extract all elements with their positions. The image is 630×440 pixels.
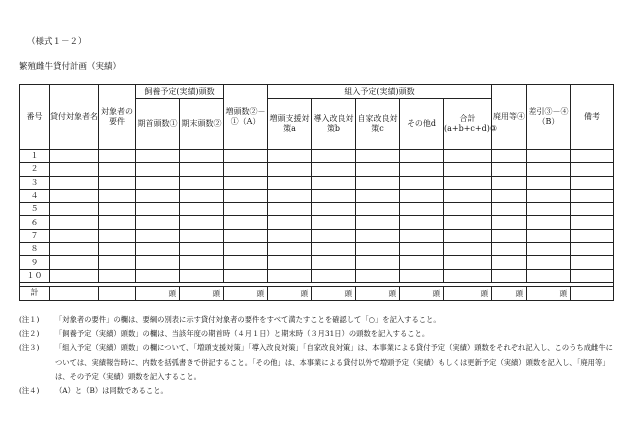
entry-cell[interactable] bbox=[356, 189, 400, 202]
entry-cell[interactable] bbox=[444, 216, 492, 229]
entry-cell[interactable] bbox=[492, 229, 527, 242]
entry-cell[interactable] bbox=[444, 229, 492, 242]
entry-cell[interactable] bbox=[356, 176, 400, 189]
entry-cell[interactable] bbox=[50, 176, 99, 189]
entry-cell[interactable] bbox=[99, 163, 136, 176]
entry-cell[interactable] bbox=[492, 203, 527, 216]
row-number: ２ bbox=[20, 163, 50, 176]
entry-cell[interactable] bbox=[312, 163, 356, 176]
entry-cell[interactable] bbox=[356, 256, 400, 269]
entry-cell[interactable] bbox=[136, 203, 180, 216]
total-unit-cell: 頭 bbox=[180, 286, 224, 300]
entry-cell[interactable] bbox=[50, 269, 99, 282]
entry-cell[interactable] bbox=[136, 269, 180, 282]
entry-cell[interactable] bbox=[492, 163, 527, 176]
entry-cell[interactable] bbox=[444, 163, 492, 176]
entry-cell[interactable] bbox=[268, 189, 312, 202]
total-unit-cell: 頭 bbox=[527, 286, 571, 300]
entry-cell[interactable] bbox=[312, 269, 356, 282]
entry-cell[interactable] bbox=[180, 216, 224, 229]
row-number: １０ bbox=[20, 269, 50, 282]
entry-cell[interactable] bbox=[50, 243, 99, 256]
entry-cell[interactable] bbox=[400, 216, 444, 229]
total-unit-cell: 頭 bbox=[224, 286, 268, 300]
entry-cell[interactable] bbox=[527, 229, 571, 242]
entry-cell[interactable] bbox=[571, 216, 614, 229]
entry-cell[interactable] bbox=[571, 229, 614, 242]
entry-cell[interactable] bbox=[50, 189, 99, 202]
entry-cell[interactable] bbox=[492, 256, 527, 269]
total-unit-cell: 頭 bbox=[312, 286, 356, 300]
entry-cell[interactable] bbox=[180, 269, 224, 282]
entry-cell[interactable] bbox=[180, 150, 224, 163]
header-lessee: 貸付対象者名 bbox=[50, 85, 99, 150]
row-number: ５ bbox=[20, 203, 50, 216]
entry-cell[interactable] bbox=[99, 256, 136, 269]
entry-cell[interactable] bbox=[268, 150, 312, 163]
entry-cell[interactable] bbox=[400, 203, 444, 216]
entry-cell[interactable] bbox=[136, 256, 180, 269]
entry-cell[interactable] bbox=[136, 216, 180, 229]
entry-cell[interactable] bbox=[492, 269, 527, 282]
header-self-improve: 自家改良対策c bbox=[356, 99, 400, 150]
header-introduction-group: 組入予定(実績)頭数 bbox=[268, 85, 492, 99]
entry-cell[interactable] bbox=[224, 176, 268, 189]
entry-cell[interactable] bbox=[224, 163, 268, 176]
total-label: 計 bbox=[20, 286, 50, 300]
note-item bbox=[19, 313, 619, 327]
entry-cell[interactable] bbox=[224, 256, 268, 269]
note-item bbox=[19, 341, 619, 384]
entry-cell[interactable] bbox=[492, 189, 527, 202]
header-difference: 差引③－④（B） bbox=[527, 85, 571, 150]
entry-cell[interactable] bbox=[180, 243, 224, 256]
entry-cell[interactable] bbox=[224, 216, 268, 229]
entry-cell[interactable] bbox=[571, 163, 614, 176]
entry-cell[interactable] bbox=[136, 243, 180, 256]
entry-cell[interactable] bbox=[136, 176, 180, 189]
table-row bbox=[20, 256, 614, 269]
table-row bbox=[20, 203, 614, 216]
entry-cell[interactable] bbox=[312, 150, 356, 163]
entry-cell[interactable] bbox=[444, 189, 492, 202]
total-cell-requirement bbox=[99, 286, 136, 300]
entry-cell[interactable] bbox=[180, 256, 224, 269]
entry-cell[interactable] bbox=[224, 150, 268, 163]
header-increase: 増頭数②－①（A） bbox=[224, 85, 268, 150]
entry-cell[interactable] bbox=[400, 176, 444, 189]
entry-cell[interactable] bbox=[400, 229, 444, 242]
entry-cell[interactable] bbox=[180, 229, 224, 242]
header-disposal: 廃用等④ bbox=[492, 85, 527, 150]
total-row bbox=[20, 286, 614, 300]
header-period-end: 期末頭数② bbox=[180, 99, 224, 150]
entry-cell[interactable] bbox=[180, 176, 224, 189]
note-label: (注４) bbox=[19, 386, 40, 396]
row-number: ９ bbox=[20, 256, 50, 269]
entry-cell[interactable] bbox=[268, 216, 312, 229]
entry-cell[interactable] bbox=[99, 269, 136, 282]
note-text: 「飼養予定（実績）頭数」の欄は、当該年度の期首時（４月１日）と期末時（３月31日）の頭数を記入すること。 bbox=[55, 329, 430, 339]
total-unit-cell: 頭 bbox=[492, 286, 527, 300]
entry-cell[interactable] bbox=[268, 176, 312, 189]
row-number: ６ bbox=[20, 216, 50, 229]
entry-cell[interactable] bbox=[400, 243, 444, 256]
entry-cell[interactable] bbox=[99, 189, 136, 202]
entry-cell[interactable] bbox=[99, 243, 136, 256]
row-number: ７ bbox=[20, 229, 50, 242]
total-unit-cell: 頭 bbox=[444, 286, 492, 300]
entry-cell[interactable] bbox=[180, 203, 224, 216]
entry-cell[interactable] bbox=[571, 150, 614, 163]
total-unit-cell: 頭 bbox=[400, 286, 444, 300]
table-row bbox=[20, 189, 614, 202]
entry-cell[interactable] bbox=[136, 163, 180, 176]
header-introduce: 導入改良対策b bbox=[312, 99, 356, 150]
entry-cell[interactable] bbox=[99, 203, 136, 216]
entry-cell[interactable] bbox=[356, 203, 400, 216]
entry-cell[interactable] bbox=[492, 176, 527, 189]
entry-cell[interactable] bbox=[444, 150, 492, 163]
entry-cell[interactable] bbox=[268, 229, 312, 242]
table-row bbox=[20, 176, 614, 189]
data-rows bbox=[20, 150, 614, 283]
entry-cell[interactable] bbox=[312, 189, 356, 202]
entry-cell[interactable] bbox=[50, 256, 99, 269]
header-period-start: 期首頭数① bbox=[136, 99, 180, 150]
entry-cell[interactable] bbox=[50, 163, 99, 176]
entry-cell[interactable] bbox=[444, 243, 492, 256]
entry-cell[interactable] bbox=[224, 243, 268, 256]
entry-cell[interactable] bbox=[312, 229, 356, 242]
entry-cell[interactable] bbox=[136, 150, 180, 163]
entry-cell[interactable] bbox=[527, 203, 571, 216]
table-row bbox=[20, 216, 614, 229]
entry-cell[interactable] bbox=[571, 256, 614, 269]
entry-cell[interactable] bbox=[268, 269, 312, 282]
row-number: ４ bbox=[20, 189, 50, 202]
total-cell-lessee bbox=[50, 286, 99, 300]
entry-cell[interactable] bbox=[136, 189, 180, 202]
entry-cell[interactable] bbox=[224, 203, 268, 216]
table-row bbox=[20, 150, 614, 163]
entry-cell[interactable] bbox=[527, 176, 571, 189]
entry-cell[interactable] bbox=[312, 243, 356, 256]
table-row bbox=[20, 243, 614, 256]
entry-cell[interactable] bbox=[224, 269, 268, 282]
note-label: (注１) bbox=[19, 315, 40, 324]
entry-cell[interactable] bbox=[527, 163, 571, 176]
entry-cell[interactable] bbox=[444, 269, 492, 282]
entry-cell[interactable] bbox=[571, 269, 614, 282]
entry-cell[interactable] bbox=[527, 256, 571, 269]
entry-cell[interactable] bbox=[492, 150, 527, 163]
row-number: ８ bbox=[20, 243, 50, 256]
entry-cell[interactable] bbox=[224, 229, 268, 242]
entry-cell[interactable] bbox=[527, 189, 571, 202]
entry-cell[interactable] bbox=[312, 216, 356, 229]
entry-cell[interactable] bbox=[492, 243, 527, 256]
entry-cell[interactable] bbox=[356, 150, 400, 163]
total-unit-cell: 頭 bbox=[356, 286, 400, 300]
total-unit-cell: 頭 bbox=[268, 286, 312, 300]
entry-cell[interactable] bbox=[571, 243, 614, 256]
total-cell-remarks bbox=[571, 286, 614, 300]
entry-cell[interactable] bbox=[50, 229, 99, 242]
entry-cell[interactable] bbox=[400, 150, 444, 163]
entry-cell[interactable] bbox=[99, 229, 136, 242]
entry-cell[interactable] bbox=[268, 256, 312, 269]
entry-cell[interactable] bbox=[268, 243, 312, 256]
note-text: 「組入予定（実績）頭数」の欄について、「増頭支援対策」「導入改良対策」「自家改良対策」は、本事業による貸付予定（実績）頭数をそれぞれ記入し、このうち成雌牛については、実績報告時に、内数を括弧書きで併記すること。「その他」は、本事業による貸付以外で増頭予定（実績）もしくは更新予定（実績）頭数を記入し、「廃用等」は、その予定（実績）頭数を記入すること。 bbox=[55, 343, 613, 381]
entry-cell[interactable] bbox=[136, 229, 180, 242]
entry-cell[interactable] bbox=[444, 256, 492, 269]
header-subtotal: 合計(a+b+c+d)③ bbox=[444, 99, 492, 150]
document-title: 繁殖雌牛貸付計画（実績） bbox=[19, 62, 122, 72]
entry-cell[interactable] bbox=[50, 203, 99, 216]
entry-cell[interactable] bbox=[99, 176, 136, 189]
entry-cell[interactable] bbox=[444, 203, 492, 216]
entry-cell[interactable] bbox=[492, 216, 527, 229]
header-no: 番号 bbox=[20, 85, 50, 150]
entry-cell[interactable] bbox=[99, 216, 136, 229]
entry-cell[interactable] bbox=[356, 216, 400, 229]
note-label: (注２) bbox=[19, 329, 40, 339]
note-label: (注３) bbox=[19, 343, 40, 353]
row-number: １ bbox=[20, 150, 50, 163]
entry-cell[interactable] bbox=[527, 243, 571, 256]
entry-cell[interactable] bbox=[571, 176, 614, 189]
table-row bbox=[20, 163, 614, 176]
entry-cell[interactable] bbox=[356, 243, 400, 256]
entry-cell[interactable] bbox=[180, 189, 224, 202]
entry-cell[interactable] bbox=[356, 229, 400, 242]
entry-cell[interactable] bbox=[99, 150, 136, 163]
table-row bbox=[20, 269, 614, 282]
entry-cell[interactable] bbox=[356, 163, 400, 176]
entry-cell[interactable] bbox=[268, 203, 312, 216]
entry-cell[interactable] bbox=[312, 203, 356, 216]
entry-cell[interactable] bbox=[50, 150, 99, 163]
note-text: （A）と（B）は同数であること。 bbox=[55, 386, 168, 396]
entry-cell[interactable] bbox=[400, 269, 444, 282]
header-support: 増頭支援対策a bbox=[268, 99, 312, 150]
entry-cell[interactable] bbox=[527, 216, 571, 229]
entry-cell[interactable] bbox=[268, 163, 312, 176]
entry-cell[interactable] bbox=[571, 189, 614, 202]
header-requirement: 対象者の要件 bbox=[99, 85, 136, 150]
notes bbox=[19, 313, 619, 398]
table-row bbox=[20, 229, 614, 242]
entry-cell[interactable] bbox=[444, 176, 492, 189]
note-item bbox=[19, 327, 619, 341]
entry-cell[interactable] bbox=[180, 163, 224, 176]
form-number: （様式１－２） bbox=[27, 37, 87, 47]
entry-cell[interactable] bbox=[400, 189, 444, 202]
entry-cell[interactable] bbox=[400, 163, 444, 176]
entry-cell[interactable] bbox=[527, 150, 571, 163]
header-remarks: 備考 bbox=[571, 85, 614, 150]
header-feeding-group: 飼養予定(実績)頭数 bbox=[136, 85, 224, 99]
header-other: その他d bbox=[400, 99, 444, 150]
entry-cell[interactable] bbox=[571, 203, 614, 216]
lending-plan-table bbox=[19, 84, 614, 301]
total-unit-cell: 頭 bbox=[136, 286, 180, 300]
entry-cell[interactable] bbox=[312, 256, 356, 269]
entry-cell[interactable] bbox=[527, 269, 571, 282]
row-number: ３ bbox=[20, 176, 50, 189]
entry-cell[interactable] bbox=[50, 216, 99, 229]
entry-cell[interactable] bbox=[312, 176, 356, 189]
entry-cell[interactable] bbox=[224, 189, 268, 202]
note-text: 「対象者の要件」の欄は、要綱の別表に示す貸付対象者の要件をすべて満たすことを確認して「○」を記入すること。 bbox=[55, 315, 441, 324]
entry-cell[interactable] bbox=[400, 256, 444, 269]
note-item bbox=[19, 384, 619, 398]
entry-cell[interactable] bbox=[356, 269, 400, 282]
